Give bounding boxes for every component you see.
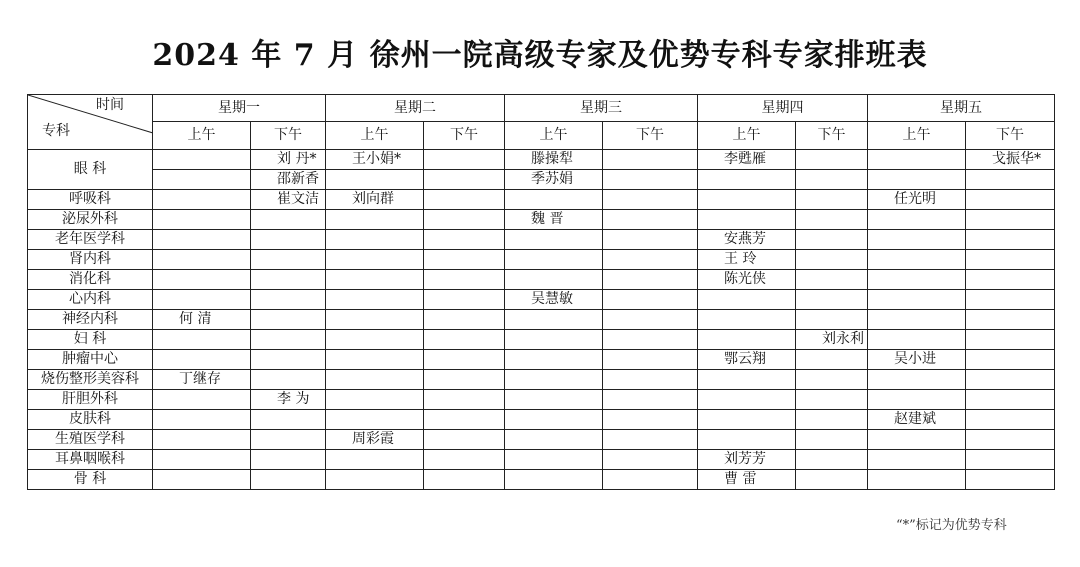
schedule-cell (153, 250, 251, 270)
schedule-cell: 李 为 (251, 390, 326, 410)
dept-cell: 消化科 (28, 270, 153, 290)
schedule-cell (796, 350, 868, 370)
schedule-cell: 王小娟* (326, 150, 424, 170)
schedule-cell (796, 290, 868, 310)
schedule-cell (251, 230, 326, 250)
schedule-cell (796, 450, 868, 470)
schedule-cell (251, 310, 326, 330)
schedule-cell (326, 350, 424, 370)
schedule-cell (424, 290, 505, 310)
dept-cell: 老年医学科 (28, 230, 153, 250)
schedule-cell: 王 玲 (698, 250, 796, 270)
dept-cell: 眼 科 (28, 150, 153, 190)
table-row (28, 410, 1055, 430)
schedule-cell: 刘永利 (796, 330, 868, 350)
schedule-cell (326, 390, 424, 410)
schedule-cell (868, 450, 966, 470)
schedule-cell (868, 390, 966, 410)
schedule-cell (153, 470, 251, 490)
schedule-cell (603, 430, 698, 450)
schedule-cell (153, 330, 251, 350)
schedule-cell (603, 270, 698, 290)
header-half-day: 上午 (505, 122, 603, 150)
schedule-cell: 邵新香 (251, 170, 326, 190)
schedule-cell (424, 270, 505, 290)
schedule-cell: 周彩霞 (326, 430, 424, 450)
schedule-cell: 何 清 (153, 310, 251, 330)
table-row (28, 290, 1055, 310)
schedule-cell: 丁继存 (153, 370, 251, 390)
schedule-cell (603, 150, 698, 170)
schedule-cell (251, 270, 326, 290)
schedule-cell (796, 310, 868, 330)
table-row (28, 390, 1055, 410)
schedule-cell (505, 410, 603, 430)
schedule-cell (424, 190, 505, 210)
schedule-cell (153, 170, 251, 190)
schedule-cell (326, 170, 424, 190)
schedule-cell (505, 330, 603, 350)
schedule-cell: 吴慧敏 (505, 290, 603, 310)
schedule-cell (966, 170, 1055, 190)
schedule-cell (966, 250, 1055, 270)
schedule-cell (966, 350, 1055, 370)
schedule-cell: 吴小进 (868, 350, 966, 370)
dept-cell: 耳鼻咽喉科 (28, 450, 153, 470)
dept-cell: 神经内科 (28, 310, 153, 330)
schedule-cell (505, 270, 603, 290)
dept-cell: 皮肤科 (28, 410, 153, 430)
schedule-cell (326, 310, 424, 330)
schedule-cell (603, 390, 698, 410)
schedule-cell: 滕操犁 (505, 150, 603, 170)
schedule-cell (698, 210, 796, 230)
schedule-cell (966, 330, 1055, 350)
schedule-cell (966, 430, 1055, 450)
schedule-cell (326, 270, 424, 290)
schedule-cell (424, 170, 505, 190)
schedule-cell (966, 450, 1055, 470)
table-row (28, 270, 1055, 290)
page-title: 2024 年 7 月 徐州一院高级专家及优势专科专家排班表 (152, 38, 928, 73)
dept-cell: 生殖医学科 (28, 430, 153, 450)
schedule-cell (251, 430, 326, 450)
table-row (28, 250, 1055, 270)
corner-diagonal-line (28, 95, 153, 149)
schedule-cell (796, 390, 868, 410)
schedule-cell: 魏 晋 (505, 210, 603, 230)
schedule-cell (424, 430, 505, 450)
schedule-cell (326, 330, 424, 350)
schedule-cell (603, 170, 698, 190)
schedule-cell (966, 470, 1055, 490)
schedule-cell (424, 150, 505, 170)
schedule-cell (868, 250, 966, 270)
schedule-cell (326, 470, 424, 490)
header-row-halves (28, 122, 1055, 150)
schedule-cell: 曹 雷 (698, 470, 796, 490)
header-half-day: 上午 (326, 122, 424, 150)
schedule-cell (698, 330, 796, 350)
schedule-cell (796, 410, 868, 430)
schedule-cell (153, 290, 251, 310)
schedule-cell: 崔文洁 (251, 190, 326, 210)
header-half-day: 下午 (966, 122, 1055, 150)
schedule-cell (868, 430, 966, 450)
schedule-cell (251, 290, 326, 310)
schedule-cell (505, 250, 603, 270)
header-half-day: 上午 (153, 122, 251, 150)
schedule-cell (251, 370, 326, 390)
schedule-cell (424, 250, 505, 270)
schedule-cell (326, 410, 424, 430)
header-half-day: 下午 (796, 122, 868, 150)
schedule-cell (603, 470, 698, 490)
schedule-cell (698, 430, 796, 450)
header-day: 星期三 (505, 95, 698, 122)
schedule-cell (153, 450, 251, 470)
schedule-cell (424, 230, 505, 250)
table-row (28, 170, 1055, 190)
schedule-cell (424, 330, 505, 350)
schedule-cell: 刘芳芳 (698, 450, 796, 470)
schedule-cell (603, 230, 698, 250)
schedule-cell (153, 390, 251, 410)
schedule-cell (603, 350, 698, 370)
schedule-cell (796, 210, 868, 230)
schedule-cell (424, 350, 505, 370)
dept-cell: 骨 科 (28, 470, 153, 490)
schedule-cell (966, 210, 1055, 230)
schedule-cell (424, 310, 505, 330)
header-day: 星期五 (868, 95, 1055, 122)
schedule-cell (698, 310, 796, 330)
schedule-cell (603, 410, 698, 430)
schedule-cell (603, 210, 698, 230)
schedule-cell (796, 250, 868, 270)
schedule-cell (251, 410, 326, 430)
schedule-cell (326, 250, 424, 270)
schedule-cell: 鄂云翔 (698, 350, 796, 370)
schedule-cell (326, 370, 424, 390)
schedule-cell (796, 150, 868, 170)
schedule-cell (153, 270, 251, 290)
header-day: 星期二 (326, 95, 505, 122)
schedule-cell: 刘 丹* (251, 150, 326, 170)
schedule-cell (603, 190, 698, 210)
table-row (28, 430, 1055, 450)
schedule-cell (868, 210, 966, 230)
table-row (28, 230, 1055, 250)
schedule-cell (505, 310, 603, 330)
schedule-cell (868, 310, 966, 330)
schedule-cell (153, 190, 251, 210)
schedule-cell (326, 450, 424, 470)
schedule-cell (424, 370, 505, 390)
table-row (28, 470, 1055, 490)
schedule-cell (326, 210, 424, 230)
schedule-cell (251, 210, 326, 230)
schedule-cell (698, 190, 796, 210)
schedule-cell (796, 230, 868, 250)
schedule-cell (698, 370, 796, 390)
schedule-cell (868, 230, 966, 250)
schedule-cell: 刘向群 (326, 190, 424, 210)
schedule-cell (424, 450, 505, 470)
schedule-cell (505, 230, 603, 250)
schedule-cell: 安燕芳 (698, 230, 796, 250)
schedule-cell (698, 170, 796, 190)
header-dept-label: 专科 (42, 123, 70, 139)
schedule-cell (251, 350, 326, 370)
schedule-cell (505, 370, 603, 390)
schedule-cell (868, 270, 966, 290)
schedule-cell (153, 430, 251, 450)
schedule-cell (153, 350, 251, 370)
header-time-label: 时间 (96, 97, 124, 113)
schedule-cell (505, 430, 603, 450)
table-row (28, 450, 1055, 470)
schedule-cell: 李甦雁 (698, 150, 796, 170)
header-day: 星期一 (153, 95, 326, 122)
schedule-cell (251, 330, 326, 350)
schedule-cell (251, 250, 326, 270)
schedule-cell (868, 290, 966, 310)
schedule-cell (868, 330, 966, 350)
schedule-cell (796, 170, 868, 190)
schedule-cell (868, 470, 966, 490)
header-half-day: 上午 (698, 122, 796, 150)
schedule-cell (698, 290, 796, 310)
table-row (28, 310, 1055, 330)
footnote: “*”标记为优势专科 (896, 518, 1007, 533)
schedule-cell (868, 370, 966, 390)
schedule-cell (153, 150, 251, 170)
table-row (28, 190, 1055, 210)
schedule-cell: 戈振华* (966, 150, 1055, 170)
dept-cell: 妇 科 (28, 330, 153, 350)
schedule-cell (698, 390, 796, 410)
schedule-cell (251, 450, 326, 470)
schedule-cell (603, 310, 698, 330)
schedule-cell (505, 450, 603, 470)
schedule-cell (505, 470, 603, 490)
schedule-cell (505, 350, 603, 370)
schedule-cell (424, 410, 505, 430)
dept-cell: 呼吸科 (28, 190, 153, 210)
schedule-cell (326, 230, 424, 250)
schedule-cell (966, 410, 1055, 430)
schedule-cell (796, 430, 868, 450)
schedule-table (27, 94, 1055, 490)
schedule-cell (603, 290, 698, 310)
schedule-cell (424, 210, 505, 230)
schedule-cell: 赵建斌 (868, 410, 966, 430)
header-row-days (28, 95, 1055, 122)
dept-cell: 泌尿外科 (28, 210, 153, 230)
table-row (28, 210, 1055, 230)
schedule-cell (966, 310, 1055, 330)
schedule-cell (603, 330, 698, 350)
schedule-cell (796, 270, 868, 290)
table-row (28, 370, 1055, 390)
dept-cell: 肿瘤中心 (28, 350, 153, 370)
schedule-cell (966, 390, 1055, 410)
schedule-cell (796, 470, 868, 490)
schedule-cell: 任光明 (868, 190, 966, 210)
schedule-cell (153, 210, 251, 230)
schedule-cell (424, 470, 505, 490)
schedule-cell (796, 370, 868, 390)
schedule-cell (603, 250, 698, 270)
schedule-cell (796, 190, 868, 210)
schedule-cell (966, 370, 1055, 390)
schedule-cell (424, 390, 505, 410)
dept-cell: 心内科 (28, 290, 153, 310)
table-row (28, 330, 1055, 350)
dept-cell: 烧伤整形美容科 (28, 370, 153, 390)
schedule-cell (153, 410, 251, 430)
table-row (28, 150, 1055, 170)
dept-cell: 肝胆外科 (28, 390, 153, 410)
schedule-cell (153, 230, 251, 250)
header-day: 星期四 (698, 95, 868, 122)
dept-cell: 肾内科 (28, 250, 153, 270)
schedule-cell (505, 190, 603, 210)
schedule-cell (251, 470, 326, 490)
schedule-cell (966, 230, 1055, 250)
header-half-day: 下午 (251, 122, 326, 150)
schedule-cell (326, 290, 424, 310)
schedule-cell (868, 150, 966, 170)
header-half-day: 下午 (603, 122, 698, 150)
table-row (28, 350, 1055, 370)
schedule-cell (698, 410, 796, 430)
schedule-cell (966, 190, 1055, 210)
schedule-cell (603, 370, 698, 390)
schedule-cell (603, 450, 698, 470)
schedule-cell (505, 390, 603, 410)
schedule-cell: 陈光侠 (698, 270, 796, 290)
header-corner-cell (28, 95, 153, 150)
schedule-cell: 季苏娟 (505, 170, 603, 190)
schedule-cell (966, 290, 1055, 310)
header-half-day: 上午 (868, 122, 966, 150)
schedule-cell (966, 270, 1055, 290)
header-half-day: 下午 (424, 122, 505, 150)
schedule-cell (868, 170, 966, 190)
